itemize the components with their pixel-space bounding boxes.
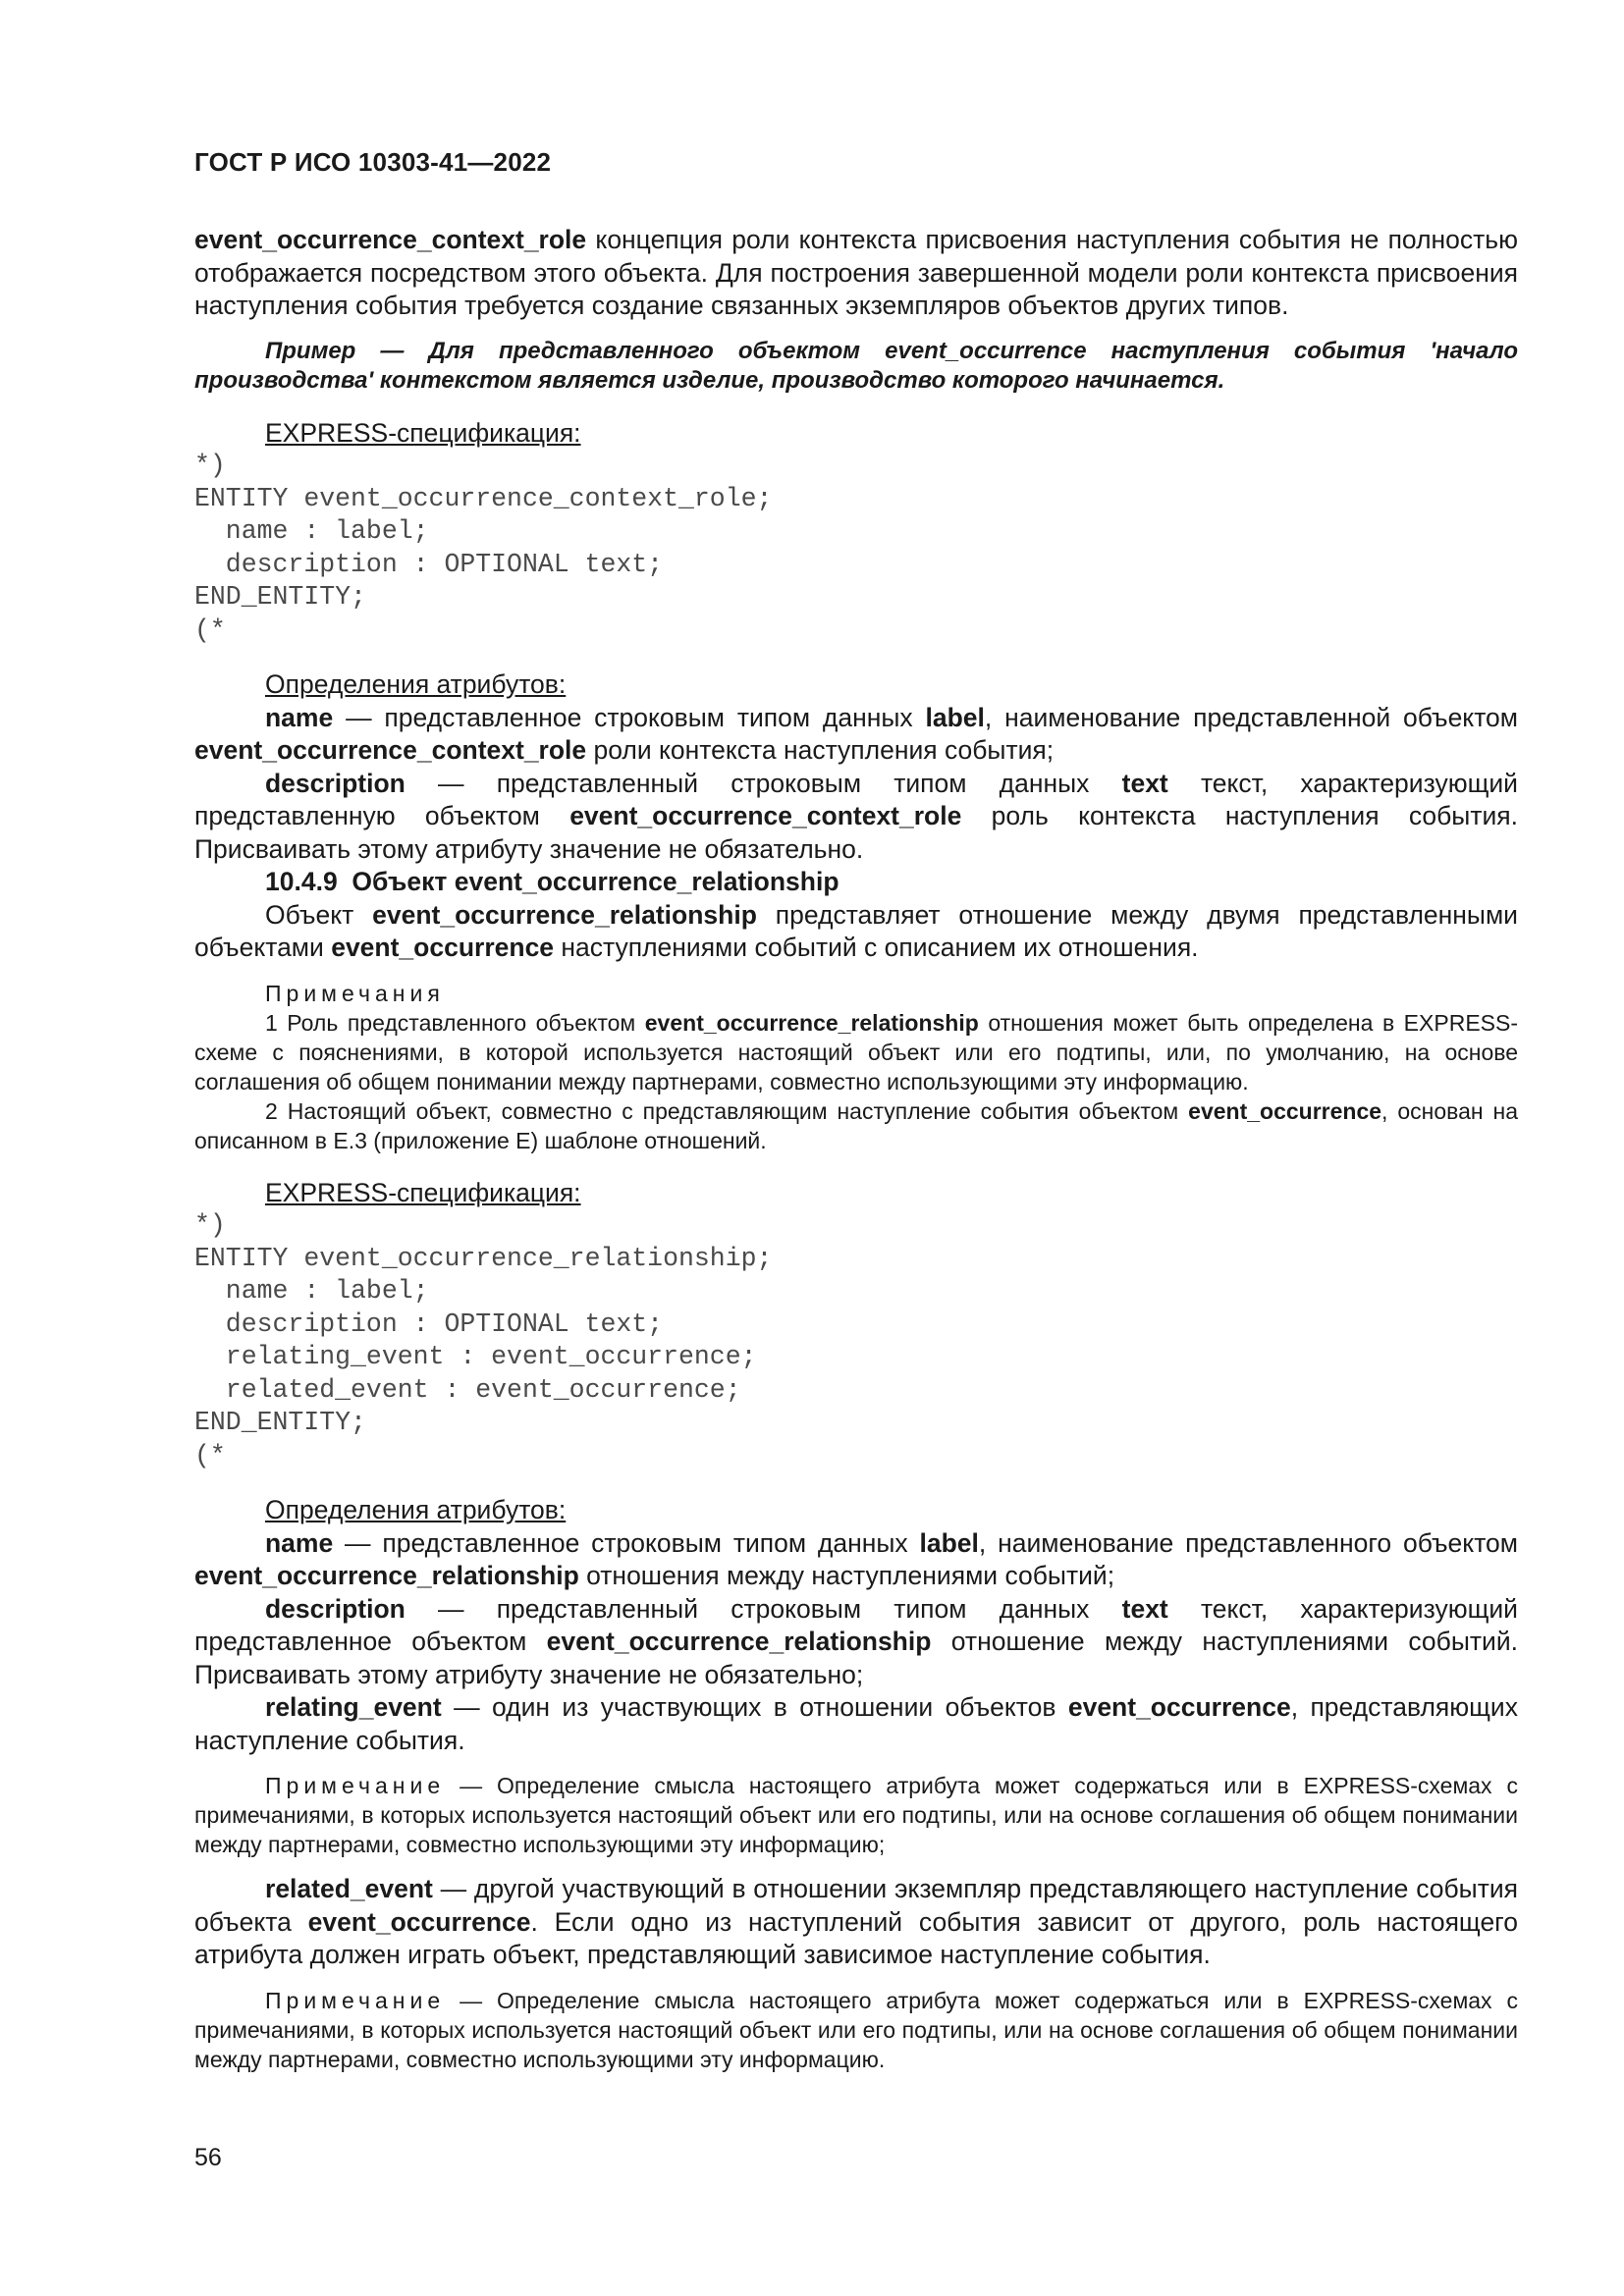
intro-paragraph <box>194 224 1518 323</box>
example-term: event_occurrence <box>885 337 1087 364</box>
def-related-event: related_event — другой участвующий в отношении экземпляр представляющего наступление события объекта event_occurrence. Если одно из наступлений события зависит от другого, роль настоящего атрибута должен играть объект, представляющий зависимое наступление события. <box>194 1874 1518 1969</box>
example-text-1: Пример — Для представленного объектом <box>265 337 886 364</box>
express-code-block-1 <box>194 450 1518 647</box>
code-line: ENTITY event_occurrence_relationship; <box>194 1243 773 1273</box>
standard-header: ГОСТ Р ИСО 10303-41—2022 <box>194 147 552 177</box>
code-line: (* <box>194 614 226 645</box>
example-text-2: наступления события 'начало производства' контекстом является изделие, производство которого начинается. <box>194 337 1519 394</box>
page-number: 56 <box>194 2144 222 2171</box>
intro-term: event_occurrence_context_role <box>194 225 587 254</box>
attr-defs-heading-2: Определения атрибутов: <box>265 1495 567 1524</box>
note-1: 1 Роль представленного объектом event_occurrence_relationship отношения может быть определена в EXPRESS-схеме с пояснениями, в которой используется настоящий объект или его подтипы, или, по умолчанию, на основе соглашения об общем понимании между партнерами, совместно использующими эту информацию. <box>194 1009 1519 1095</box>
note-relating-event: Примечание — Определение смысла настоящего атрибута может содержаться или в EXPRESS-схемах с примечаниями, в которых используется настоящий объект или его подтипы, или на основе соглашения об общем понимании между партнерами, совместно использующими эту информацию; <box>194 1773 1518 1857</box>
section-intro: Объект event_occurrence_relationship представляет отношение между двумя представленными объектами event_occurrence наступлениями событий с описанием их отношения. <box>194 899 1518 962</box>
def-name-2: name — представленное строковым типом данных label, наименование представленного объектом event_occurrence_relationship отношения между наступлениями событий; <box>194 1527 1518 1590</box>
code-line: ENTITY event_occurrence_context_role; <box>194 483 773 513</box>
code-line: name : label; <box>194 1276 429 1306</box>
notes-label: Примечания <box>265 980 445 1006</box>
note-2: 2 Настоящий объект, совместно с представляющим наступление события объектом event_occurrence, основан на описанном в Е.3 (приложение Е) шаблоне отношений. <box>194 1097 1518 1153</box>
example-paragraph <box>194 337 1518 396</box>
code-line: relating_event : event_occurrence; <box>194 1342 757 1371</box>
express-spec-heading-2: EXPRESS-спецификация: <box>265 1177 581 1207</box>
express-spec-heading-1: EXPRESS-спецификация: <box>265 417 581 448</box>
code-line: name : label; <box>194 516 429 546</box>
note-related-event: Примечание — Определение смысла настоящего атрибута может содержаться или в EXPRESS-схемах с примечаниями, в которых используется настоящий объект или его подтипы, или на основе соглашения об общем понимании между партнерами, совместно использующими эту информацию. <box>194 1987 1518 2072</box>
code-line: END_ENTITY; <box>194 582 366 612</box>
def-description-2: description — представленный строковым типом данных text текст, характеризующий представленное объектом event_occurrence_relationship отношение между наступлениями событий. Присваивать этому атрибуту значение не обязательно; <box>194 1593 1519 1689</box>
def-description-1: description — представленный строковым типом данных text текст, характеризующий представленную объектом event_occurrence_context_role роль контекста наступления события. Присваивать этому атрибуту значение не обязательно. <box>194 768 1518 864</box>
section-heading: 10.4.9 Объект event_occurrence_relationship <box>265 867 839 896</box>
code-line: (* <box>194 1440 226 1470</box>
code-line: END_ENTITY; <box>194 1408 366 1437</box>
code-line: *) <box>194 451 226 480</box>
code-line: *) <box>194 1210 226 1240</box>
intro-text: концепция роли контекста присвоения наступления события не полностью отображается посредством этого объекта. Для построения завершенной модели роли контекста присвоения наступления события требуется создание связанных экземпляров объектов других типов. <box>194 225 1518 320</box>
code-line: description : OPTIONAL text; <box>194 1308 664 1339</box>
def-relating-event: relating_event — один из участвующих в отношении объектов event_occurrence, представляющих наступление события. <box>194 1692 1518 1755</box>
express-code-block-2 <box>194 1209 1518 1472</box>
page-content <box>194 224 1518 2074</box>
code-line: related_event : event_occurrence; <box>194 1374 741 1405</box>
code-line: description : OPTIONAL text; <box>194 549 664 579</box>
attr-defs-heading-1: Определения атрибутов: <box>265 669 567 699</box>
def-name-1: name — представленное строковым типом данных label, наименование представленной объектом event_occurrence_context_role роли контекста наступления события; <box>194 702 1518 765</box>
